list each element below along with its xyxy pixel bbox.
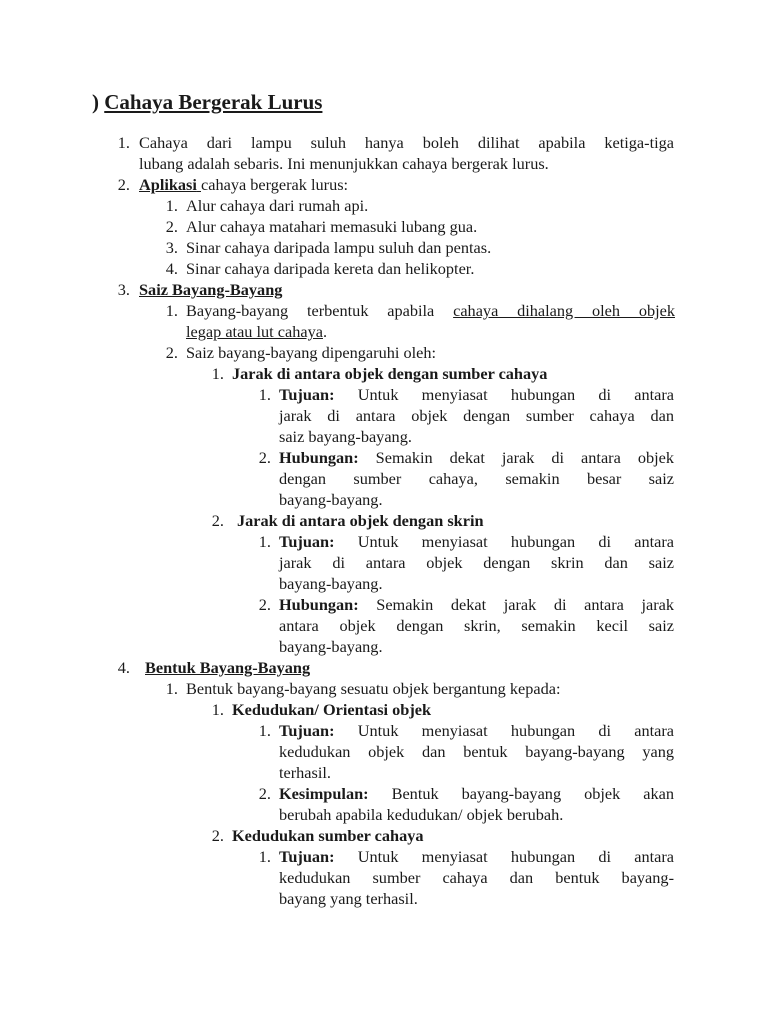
- list-item: [0, 132, 768, 153]
- paragraph-line: bayang yang terhasil.: [279, 889, 418, 908]
- list-number: 2.: [165, 217, 178, 236]
- page-title: [92, 90, 322, 114]
- paragraph-line: [279, 531, 674, 552]
- text-run: Untuk menyiasat hubungan di antara: [357, 532, 674, 551]
- paragraph-line: kedudukan objek dan bentuk bayang-bayang yang: [279, 742, 674, 761]
- sub-list-item: [0, 216, 768, 237]
- detail-item-continuation: [0, 573, 768, 594]
- detail-item: [0, 531, 768, 552]
- detail-item-continuation: [0, 741, 768, 762]
- underlined-text: cahaya dihalang oleh objek: [453, 301, 675, 320]
- detail-item: [0, 846, 768, 867]
- paragraph-line: bayang-bayang.: [279, 574, 383, 593]
- detail-item: [0, 384, 768, 405]
- sub-list-item: [0, 195, 768, 216]
- text-run: Bayang-bayang terbentuk apabila: [186, 301, 435, 320]
- section-heading: Saiz Bayang-Bayang: [139, 280, 283, 299]
- list-text: Sinar cahaya daripada kereta dan helikopter.: [186, 259, 475, 278]
- detail-label: Tujuan:: [279, 847, 335, 866]
- list-item-continuation: [0, 153, 768, 174]
- detail-label: Tujuan:: [279, 721, 335, 740]
- list-number: 1.: [258, 385, 271, 404]
- list-number: 4.: [165, 259, 178, 278]
- detail-item-continuation: [0, 405, 768, 426]
- list-number: 1.: [117, 133, 130, 152]
- paragraph-line: [186, 300, 675, 321]
- paragraph-line: jarak di antara objek dengan skrin dan saiz: [279, 553, 674, 572]
- paragraph-line: lubang adalah sebaris. Ini menunjukkan cahaya bergerak lurus.: [139, 154, 549, 173]
- list-number: 2.: [258, 448, 271, 467]
- detail-label: Tujuan:: [279, 385, 335, 404]
- section-heading-line: [139, 174, 348, 195]
- list-number: 2.: [258, 784, 271, 803]
- detail-item: [0, 594, 768, 615]
- list-number: 1.: [165, 679, 178, 698]
- sub-list-item: [0, 678, 768, 699]
- paragraph-line: bayang-bayang.: [279, 637, 383, 656]
- sub-list-item: [0, 258, 768, 279]
- sub-list-item: [0, 237, 768, 258]
- list-number: 2.: [117, 175, 130, 194]
- text-run: .: [322, 322, 328, 341]
- list-number: 1.: [258, 721, 271, 740]
- list-text: Sinar cahaya daripada lampu suluh dan pentas.: [186, 238, 492, 257]
- detail-item-continuation: [0, 468, 768, 489]
- detail-item-continuation: [0, 804, 768, 825]
- detail-item-continuation: [0, 762, 768, 783]
- paragraph-line: terhasil.: [279, 763, 331, 782]
- factor-heading-item: [0, 699, 768, 720]
- detail-label: Tujuan:: [279, 532, 335, 551]
- detail-item-continuation: [0, 636, 768, 657]
- underlined-text: legap atau lut cahaya: [186, 322, 323, 341]
- list-number: 3.: [117, 280, 130, 299]
- factor-heading: Jarak di antara objek dengan skrin: [237, 511, 484, 530]
- section-heading: Aplikasi: [139, 175, 197, 194]
- list-number: 4.: [117, 658, 130, 677]
- paragraph-line: antara objek dengan skrin, semakin kecil saiz: [279, 616, 674, 635]
- detail-item-continuation: [0, 489, 768, 510]
- list-text: Alur cahaya dari rumah api.: [186, 196, 369, 215]
- paragraph-line: [279, 846, 674, 867]
- paragraph-line: Cahaya dari lampu suluh hanya boleh dilihat apabila ketiga-tiga: [139, 133, 674, 152]
- list-item: [0, 279, 768, 300]
- detail-item: [0, 447, 768, 468]
- factor-heading: Jarak di antara objek dengan sumber cahaya: [232, 364, 548, 383]
- factor-heading-item: [0, 510, 768, 531]
- title-text: Cahaya Bergerak Lurus: [104, 90, 323, 114]
- detail-label: Hubungan:: [279, 448, 359, 467]
- list-text: Alur cahaya matahari memasuki lubang gua.: [186, 217, 478, 236]
- factor-heading: Kedudukan sumber cahaya: [232, 826, 424, 845]
- sub-list-item-continuation: [0, 321, 768, 342]
- paragraph-line: jarak di antara objek dengan sumber cahaya dan: [279, 406, 674, 425]
- detail-label: Hubungan:: [279, 595, 359, 614]
- detail-label: Kesimpulan:: [279, 784, 369, 803]
- factor-heading-item: [0, 363, 768, 384]
- list-text: Bentuk bayang-bayang sesuatu objek bergantung kepada:: [186, 679, 561, 698]
- list-number: 1.: [211, 700, 224, 719]
- detail-item-continuation: [0, 552, 768, 573]
- text-run: Untuk menyiasat hubungan di antara: [357, 385, 674, 404]
- factor-heading: Kedudukan/ Orientasi objek: [232, 700, 432, 719]
- list-number: 1.: [165, 196, 178, 215]
- factor-heading-item: [0, 825, 768, 846]
- list-number: 2.: [258, 595, 271, 614]
- paragraph-line: berubah apabila kedudukan/ objek berubah.: [279, 805, 564, 824]
- paragraph-line: bayang-bayang.: [279, 490, 383, 509]
- paragraph-line: saiz bayang-bayang.: [279, 427, 412, 446]
- paragraph-line: [186, 321, 327, 342]
- detail-item-continuation: [0, 888, 768, 909]
- paragraph-line: [279, 594, 674, 615]
- title-prefix: ): [92, 90, 99, 114]
- list-number: 2.: [211, 511, 224, 530]
- sub-list-item: [0, 342, 768, 363]
- list-item: [0, 657, 768, 678]
- list-number: 2.: [211, 826, 224, 845]
- list-number: 3.: [165, 238, 178, 257]
- sub-list-item: [0, 300, 768, 321]
- detail-item: [0, 783, 768, 804]
- text-run: Bentuk bayang-bayang objek akan: [391, 784, 674, 803]
- list-number: 2.: [165, 343, 178, 362]
- list-number: 1.: [165, 301, 178, 320]
- detail-item-continuation: [0, 867, 768, 888]
- text-run: Semakin dekat jarak di antara jarak: [376, 595, 675, 614]
- text-run: Untuk menyiasat hubungan di antara: [357, 721, 674, 740]
- detail-item-continuation: [0, 426, 768, 447]
- paragraph-line: [279, 384, 674, 405]
- paragraph-line: dengan sumber cahaya, semakin besar saiz: [279, 469, 674, 488]
- text-run: Semakin dekat jarak di antara objek: [375, 448, 674, 467]
- detail-item-continuation: [0, 615, 768, 636]
- paragraph-line: kedudukan sumber cahaya dan bentuk bayang-: [279, 868, 674, 887]
- list-text: Saiz bayang-bayang dipengaruhi oleh:: [186, 343, 437, 362]
- text-run: Untuk menyiasat hubungan di antara: [357, 847, 674, 866]
- paragraph-line: [279, 783, 674, 804]
- paragraph-line: [279, 447, 674, 468]
- list-number: 1.: [258, 847, 271, 866]
- list-number: 1.: [258, 532, 271, 551]
- list-number: 1.: [211, 364, 224, 383]
- list-item: [0, 174, 768, 195]
- paragraph-line: [279, 720, 674, 741]
- section-heading: Bentuk Bayang-Bayang: [145, 658, 311, 677]
- detail-item: [0, 720, 768, 741]
- section-heading-tail: cahaya bergerak lurus:: [201, 175, 349, 194]
